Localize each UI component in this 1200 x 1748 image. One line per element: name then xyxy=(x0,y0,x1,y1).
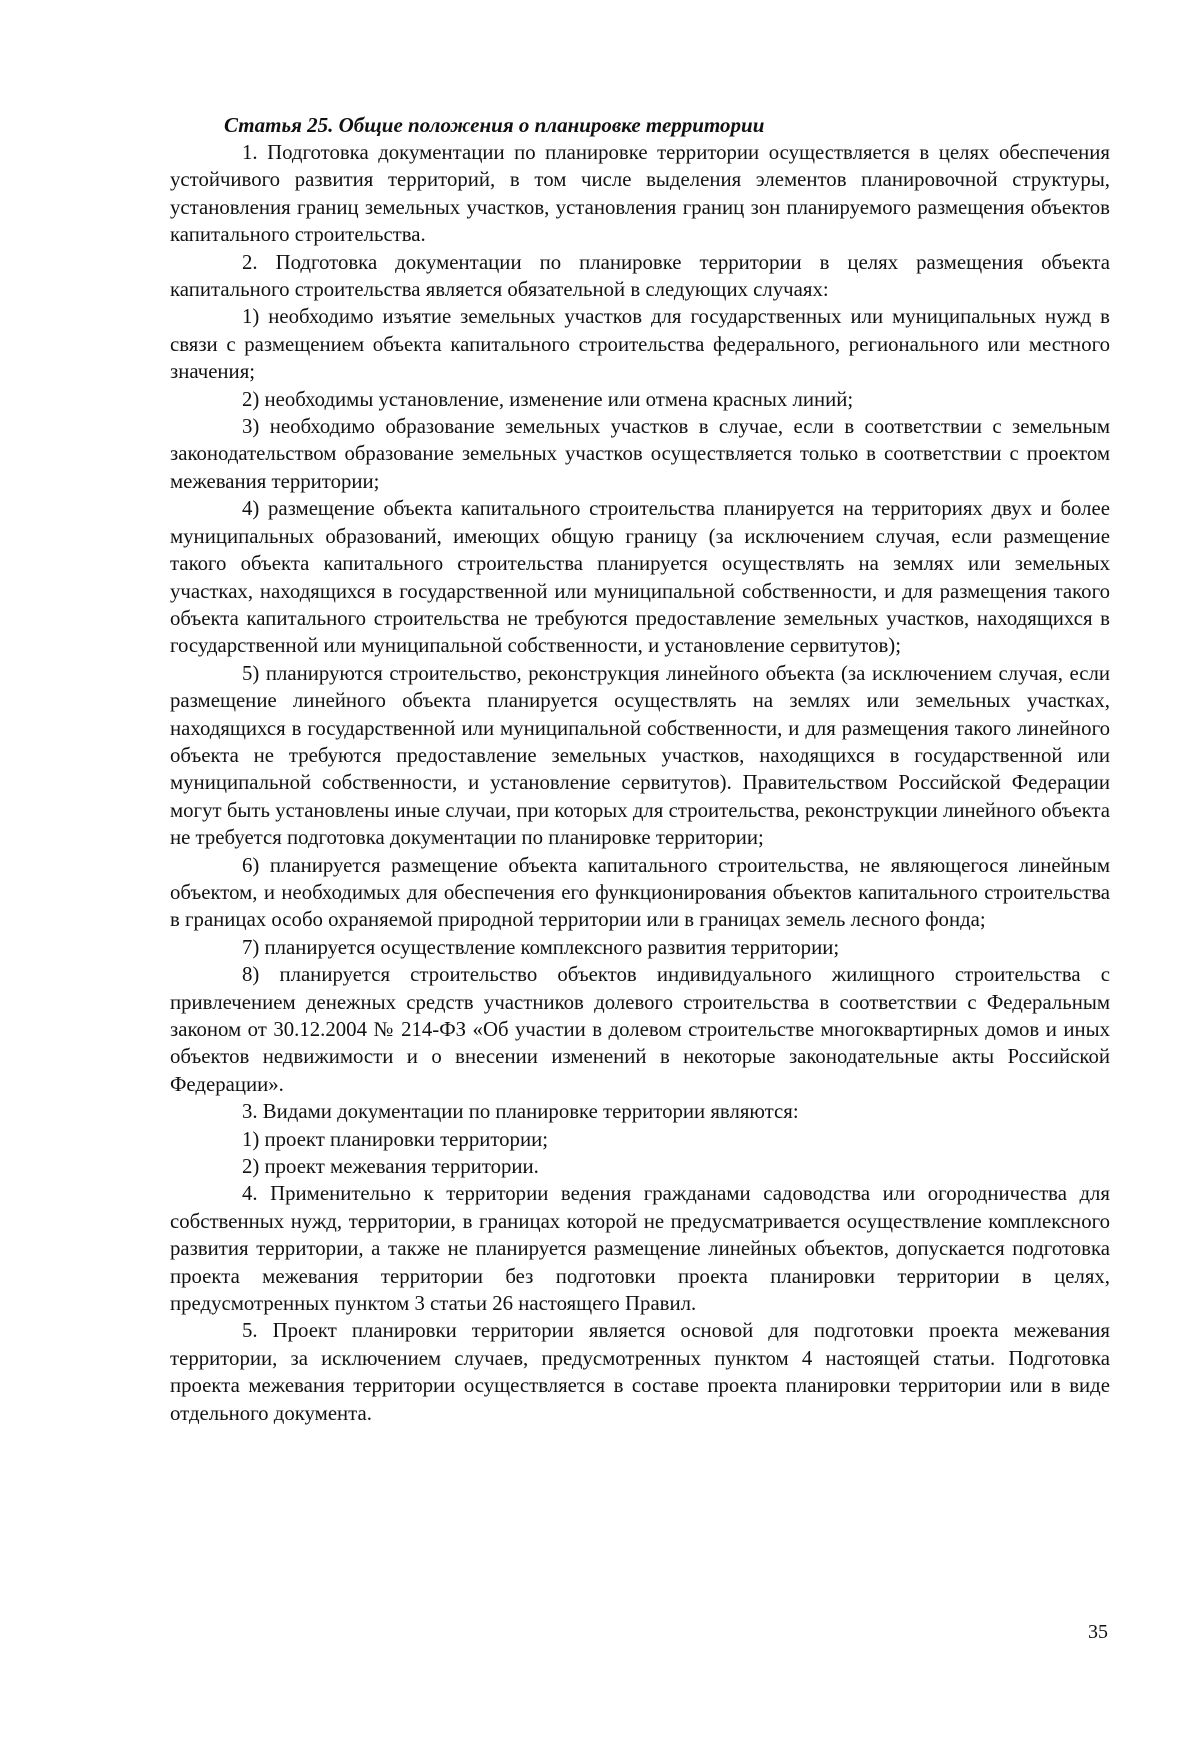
list-item-3-1: 1) проект планировки территории; xyxy=(242,1127,548,1151)
list-item-2-2: 2) необходимы установление, изменение или отмена красных линий; xyxy=(242,387,854,411)
document-page xyxy=(170,112,1110,1672)
list-item-2-4: 4) размещение объекта капитального строительства планируется на территориях двух и более муниципальных образований, имеющих общую границу (за исключением случая, если размещение такого объекта капитального строительства планируется осуществлять на землях или земельных участках, находящихся в государственной или муниципальной собственности, и для размещения такого объекта капитального строительства не требуются предоставление земельных участков, находящихся в государственной или муниципальной собственности, и установление сервитутов); xyxy=(170,497,1110,658)
paragraph-4: 4. Применительно к территории ведения гражданами садоводства или огородничества для собственных нужд, территории, в границах которой не предусматривается осуществление комплексного развития территории, а также не планируется размещение линейных объектов, допускается подготовка проекта межевания территории без подготовки проекта планировки территории в целях, предусмотренных пунктом 3 статьи 26 настоящего Правил. xyxy=(170,1182,1110,1316)
article-heading: Статья 25. Общие положения о планировке территории xyxy=(224,113,765,137)
paragraph-5: 5. Проект планировки территории является основой для подготовки проекта межевания территории, за исключением случаев, предусмотренных пунктом 4 настоящей статьи. Подготовка проекта межевания территории осуществляется в составе проекта планировки территории или в виде отдельного документа. xyxy=(170,1319,1110,1425)
list-item-3-2: 2) проект межевания территории. xyxy=(242,1155,539,1179)
paragraph-3: 3. Видами документации по планировке территории являются: xyxy=(242,1100,799,1124)
list-item-2-8: 8) планируется строительство объектов индивидуального жилищного строительства с привлечением денежных средств участников долевого строительства в соответствии с Федеральным законом от 30.12.2004 № 214-ФЗ «Об участии в долевом строительстве многоквартирных домов и иных объектов недвижимости и о внесении изменений в некоторые законодательные акты Российской Федерации». xyxy=(170,963,1110,1096)
list-item-2-1: 1) необходимо изъятие земельных участков для государственных или муниципальных нужд в связи с размещением объекта капитального строительства федерального, регионального или местного значения; xyxy=(170,305,1110,384)
list-item-2-7: 7) планируется осуществление комплексного развития территории; xyxy=(242,935,840,959)
list-item-2-3: 3) необходимо образование земельных участков в случае, если в соответствии с земельным законодательством образование земельных участков осуществляется только в соответствии с проектом межевания территории; xyxy=(170,415,1110,493)
paragraph-1: 1. Подготовка документации по планировке территории осуществляется в целях обеспечения устойчивого развития территорий, в том числе выделения элементов планировочной структуры, установления границ земельных участков, установления границ зон планируемого размещения объектов капитального строительства. xyxy=(170,141,1110,247)
paragraph-2: 2. Подготовка документации по планировке территории в целях размещения объекта капитального строительства является обязательной в следующих случаях: xyxy=(170,250,1110,302)
list-item-2-6: 6) планируется размещение объекта капитального строительства, не являющегося линейным объектом, и необходимых для обеспечения его функционирования объектов капитального строительства в границах особо охраняемой природной территории или в границах земель лесного фонда; xyxy=(170,853,1110,932)
page-number: 35 xyxy=(1088,1621,1108,1643)
list-item-2-5: 5) планируются строительство, реконструкция линейного объекта (за исключением случая, если размещение линейного объекта планируется осуществлять на землях или земельных участках, находящихся в государственной или муниципальной собственности, и для размещения такого линейного объекта не требуются предоставление земельных участков, находящихся в государственной или муниципальной собственности, и установление сервитутов). Правительством Российской Федерации могут быть установлены иные случаи, при которых для строительства, реконструкции линейного объекта не требуется подготовка документации по планировке территории; xyxy=(170,661,1110,850)
